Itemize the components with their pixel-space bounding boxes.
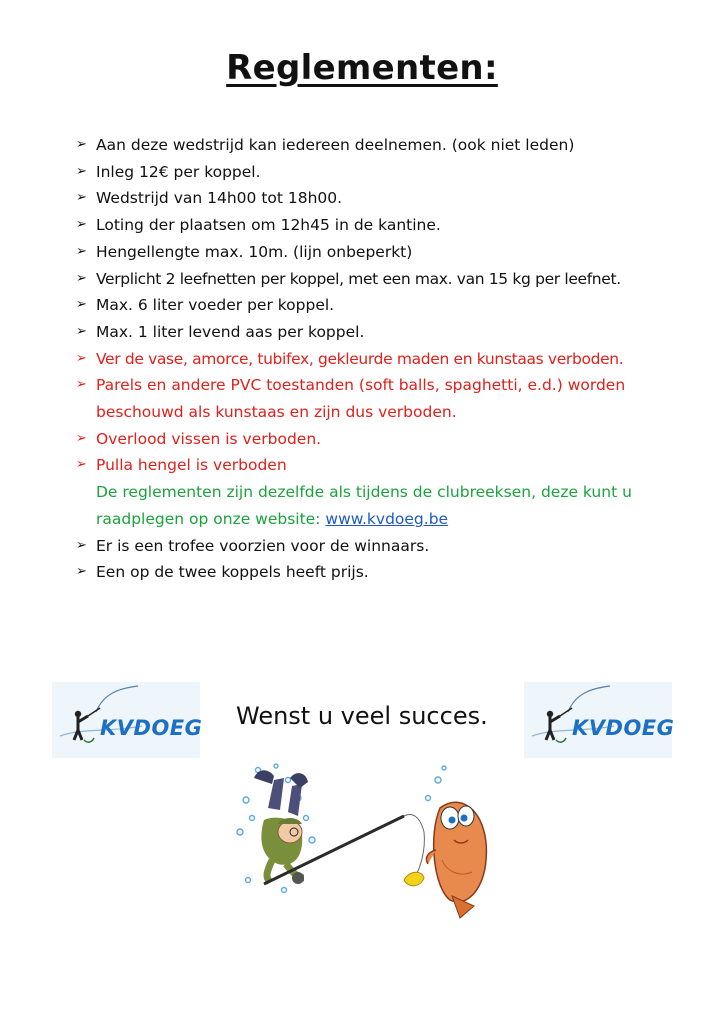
rule-text: Ver de vase, amorce, tubifex, gekleurde maden en kunstaas verboden. — [96, 349, 624, 368]
cartoon-angler-catching-fish-icon — [228, 760, 498, 920]
arrowhead-bullet-icon: ➢ — [76, 163, 87, 179]
website-note-text: De reglementen zijn dezelfde als tijdens de clubreeksen, deze kunt u raadplegen op onze website: — [96, 483, 632, 528]
rule-item — [76, 212, 696, 239]
wish-text: Wenst u veel succes. — [236, 702, 488, 730]
club-logo-text: KVDOEG — [572, 716, 675, 740]
arrowhead-bullet-icon: ➢ — [76, 457, 87, 473]
arrowhead-bullet-icon: ➢ — [76, 217, 87, 233]
rule-item — [76, 533, 696, 560]
arrowhead-bullet-icon: ➢ — [76, 350, 87, 366]
rule-text: Verplicht 2 leefnetten per koppel, met een max. van 15 kg per leefnet. — [96, 269, 621, 288]
rule-item-forbidden — [76, 372, 676, 425]
arrowhead-bullet-icon: ➢ — [76, 270, 87, 286]
rule-item — [76, 559, 696, 586]
arrowhead-bullet-icon: ➢ — [76, 537, 87, 553]
arrowhead-bullet-icon: ➢ — [76, 190, 87, 206]
arrowhead-bullet-icon: ➢ — [76, 297, 87, 313]
rule-text: Parels en andere PVC toestanden (soft balls, spaghetti, e.d.) worden beschouwd als kunstaas en zijn dus verboden. — [96, 376, 626, 422]
rule-text: Overlood vissen is verboden. — [96, 429, 322, 448]
club-logo-left — [52, 682, 203, 758]
rule-text: Max. 6 liter voeder per koppel. — [96, 296, 335, 315]
rule-item — [76, 239, 696, 266]
arrowhead-bullet-icon: ➢ — [76, 243, 87, 259]
rule-item-forbidden — [76, 426, 696, 453]
rule-item-forbidden — [76, 346, 696, 373]
rule-text: Pulla hengel is verboden — [96, 456, 287, 475]
rule-text: Een op de twee koppels heeft prijs. — [96, 563, 369, 582]
club-logo-text: KVDOEG — [100, 716, 203, 740]
rule-item — [76, 319, 696, 346]
arrowhead-bullet-icon: ➢ — [76, 564, 87, 580]
rule-text: Aan deze wedstrijd kan iedereen deelnemen. (ook niet leden) — [96, 136, 575, 154]
rule-item — [76, 292, 696, 319]
arrowhead-bullet-icon: ➢ — [76, 377, 87, 393]
rule-text: Max. 1 liter levend aas per koppel. — [96, 322, 365, 341]
arrowhead-bullet-icon: ➢ — [76, 137, 87, 152]
club-logo-right — [524, 682, 675, 758]
rule-item — [76, 132, 696, 159]
rule-text: Loting der plaatsen om 12h45 in de kantine. — [96, 216, 441, 235]
rule-item — [76, 266, 696, 293]
rules-list — [76, 132, 696, 586]
rule-item — [76, 159, 696, 186]
rule-item — [76, 185, 696, 212]
rule-item-forbidden — [76, 452, 696, 479]
rule-text: Hengellengte max. 10m. (lijn onbeperkt) — [96, 242, 413, 261]
rule-text: Er is een trofee voorzien voor de winnaars. — [96, 536, 430, 555]
rule-text: Wedstrijd van 14h00 tot 18h00. — [96, 189, 343, 208]
rule-text: Inleg 12€ per koppel. — [96, 162, 261, 181]
website-note — [76, 479, 676, 532]
page-title: Reglementen: — [226, 48, 498, 88]
arrowhead-bullet-icon: ➢ — [76, 323, 87, 339]
website-link[interactable]: www.kvdoeg.be — [325, 509, 449, 528]
arrowhead-bullet-icon: ➢ — [76, 430, 87, 446]
